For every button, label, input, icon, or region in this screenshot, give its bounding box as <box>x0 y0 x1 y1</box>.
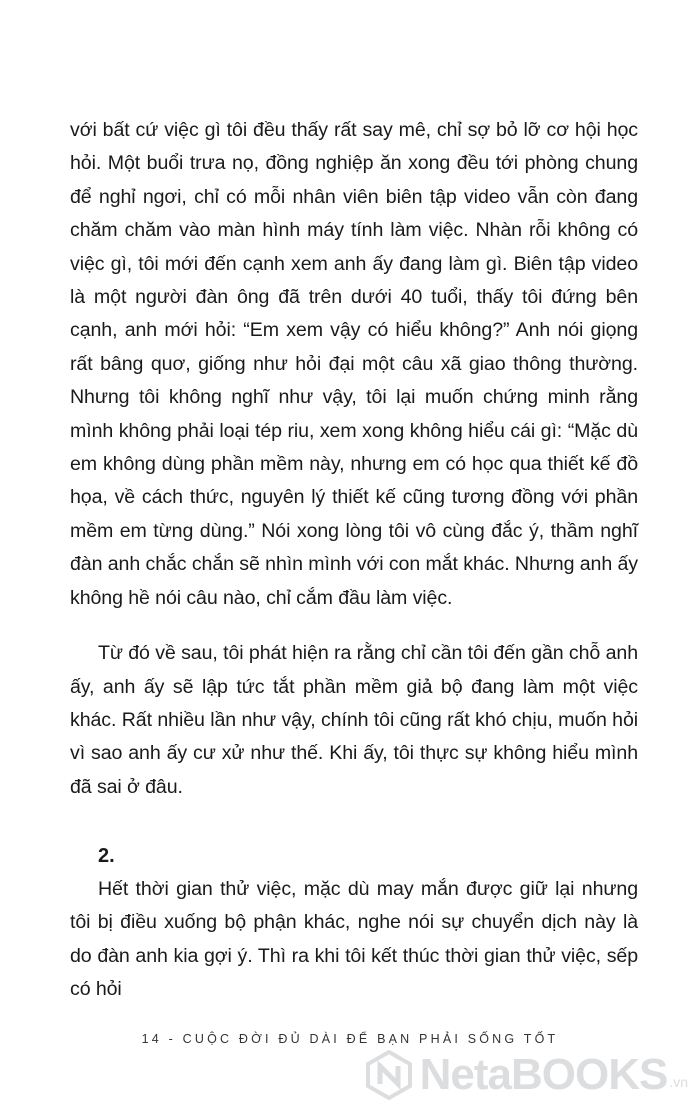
page-body <box>70 114 638 804</box>
watermark-brand: NetaBOOKS <box>419 1050 668 1099</box>
paragraph-1: với bất cứ việc gì tôi đều thấy rất say mê, chỉ sợ bỏ lỡ cơ hội học hỏi. Một buổi trưa nọ, đồng nghiệp ăn xong đều tới phòng chung để nghỉ ngơi, chỉ có mỗi nhân viên biên tập video vẫn còn đang chăm chăm vào màn hình máy tính làm việc. Nhàn rỗi không có việc gì, tôi mới đến cạnh xem anh ấy đang làm gì. Biên tập video là một người đàn ông đã trên dưới 40 tuổi, thấy tôi đứng bên cạnh, anh mới hỏi: “Em xem vậy có hiểu không?” Anh nói giọng rất bâng quơ, giống như hỏi đại một câu xã giao thông thường. Nhưng tôi không nghĩ như vậy, tôi lại muốn chứng minh rằng mình không phải loại tép riu, xem xong không hiểu cái gì: “Mặc dù em không dùng phần mềm này, nhưng em có học qua thiết kế đồ họa, về cách thức, nguyên lý thiết kế cũng tương đồng với phần mềm em từng dùng.” Nói xong lòng tôi vô cùng đắc ý, thầm nghĩ đàn anh chắc chắn sẽ nhìn mình với con mắt khác. Nhưng anh ấy không hề nói câu nào, chỉ cắm đầu làm việc. <box>70 119 638 609</box>
watermark <box>364 1050 688 1100</box>
section-heading: 2. <box>98 845 115 867</box>
paragraph-3: Hết thời gian thử việc, mặc dù may mắn được giữ lại nhưng tôi bị điều xuống bộ phận khác, nghe nói sự chuyển dịch này là do đàn anh kia gợi ý. Thì ra khi tôi kết thúc thời gian thử việc, sếp có hỏi <box>70 878 638 1001</box>
watermark-suffix: .vn <box>669 1074 688 1090</box>
netabooks-logo-icon <box>364 1050 414 1100</box>
page-body-continued <box>70 873 638 1007</box>
page-footer: 14 - CUỘC ĐỜI ĐỦ DÀI ĐỂ BẠN PHẢI SỐNG TỐT <box>141 1032 559 1046</box>
paragraph-2: Từ đó về sau, tôi phát hiện ra rằng chỉ cần tôi đến gần chỗ anh ấy, anh ấy sẽ lập tức tắt phần mềm giả bộ đang làm một việc khác. Rất nhiều lần như vậy, chính tôi cũng rất khó chịu, muốn hỏi vì sao anh ấy cư xử như thế. Khi ấy, tôi thực sự không hiểu mình đã sai ở đâu. <box>70 642 638 798</box>
